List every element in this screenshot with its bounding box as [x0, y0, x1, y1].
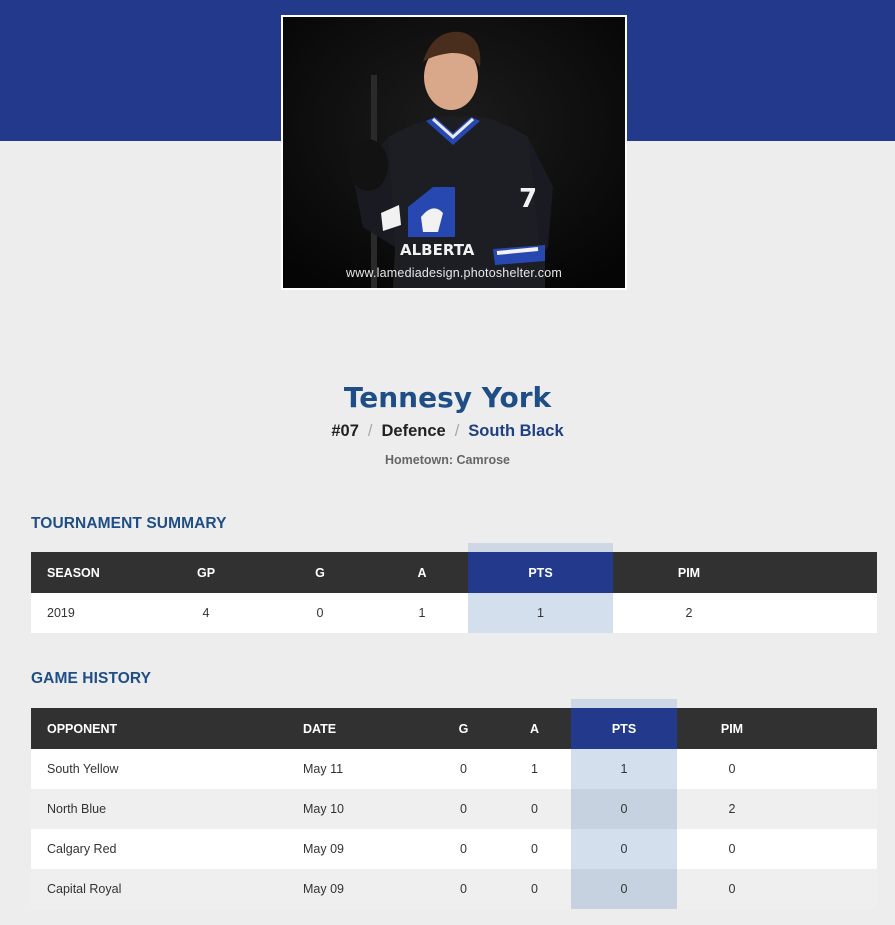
cell-spacer: [765, 593, 877, 633]
column-header-a: A: [376, 552, 468, 593]
column-header-opponent: OPPONENT: [31, 708, 287, 749]
table-row: [31, 789, 877, 829]
column-header-pim: PIM: [677, 708, 787, 749]
meta-separator: /: [367, 422, 373, 440]
cell-a: 1: [498, 749, 571, 789]
cell-opponent: North Blue: [31, 789, 287, 829]
cell-date: May 09: [287, 829, 429, 869]
column-header-gp: GP: [148, 552, 264, 593]
table-row: [31, 749, 877, 789]
cell-a: 0: [498, 789, 571, 829]
player-position: Defence: [381, 422, 446, 440]
cell-g: 0: [429, 829, 498, 869]
player-hometown: Hometown: Camrose: [384, 453, 511, 467]
cell-g: 0: [429, 749, 498, 789]
cell-pim: 0: [677, 869, 787, 909]
game-history-table: [31, 708, 877, 909]
cell-date: May 09: [287, 869, 429, 909]
game-history-title: GAME HISTORY: [31, 670, 152, 687]
jersey-text: ALBERTA: [400, 241, 475, 259]
player-name: Tennesy York: [343, 381, 552, 414]
table-row: [31, 869, 877, 909]
table-row: [31, 829, 877, 869]
column-header-pts: PTS: [468, 552, 613, 593]
column-header-spacer: [765, 552, 877, 593]
cell-pts: 1: [468, 593, 613, 633]
cell-opponent: Calgary Red: [31, 829, 287, 869]
cell-gp: 4: [148, 593, 264, 633]
column-header-g: G: [264, 552, 376, 593]
column-header-date: DATE: [287, 708, 429, 749]
cell-pts: 0: [571, 789, 677, 829]
cell-pim: 0: [677, 749, 787, 789]
column-header-pim: PIM: [613, 552, 765, 593]
table-row: [31, 593, 877, 633]
tournament-summary-table: [31, 552, 877, 633]
cell-pim: 2: [677, 789, 787, 829]
cell-opponent: South Yellow: [31, 749, 287, 789]
column-header-a: A: [498, 708, 571, 749]
cell-spacer: [787, 749, 877, 789]
player-photo-illustration: [283, 17, 625, 288]
cell-spacer: [787, 869, 877, 909]
player-photo: [283, 17, 625, 288]
cell-g: 0: [264, 593, 376, 633]
cell-spacer: [787, 789, 877, 829]
cell-a: 1: [376, 593, 468, 633]
cell-pim: 0: [677, 829, 787, 869]
column-header-pts: PTS: [571, 708, 677, 749]
column-header-spacer: [787, 708, 877, 749]
cell-a: 0: [498, 869, 571, 909]
column-header-season: SEASON: [31, 552, 148, 593]
cell-opponent: Capital Royal: [31, 869, 287, 909]
table-header-row: [31, 708, 877, 749]
player-team-link[interactable]: South Black: [468, 422, 564, 440]
cell-pts: 0: [571, 869, 677, 909]
cell-date: May 11: [287, 749, 429, 789]
tournament-summary-title: TOURNAMENT SUMMARY: [31, 515, 227, 532]
cell-pts: 1: [571, 749, 677, 789]
cell-pts: 0: [571, 829, 677, 869]
cell-season: 2019: [31, 593, 148, 633]
cell-a: 0: [498, 829, 571, 869]
cell-g: 0: [429, 789, 498, 829]
player-number: #07: [331, 422, 359, 440]
player-photo-frame: [281, 15, 627, 290]
cell-pim: 2: [613, 593, 765, 633]
player-meta: [0, 422, 895, 441]
jersey-number: 7: [519, 184, 538, 214]
cell-g: 0: [429, 869, 498, 909]
column-header-g: G: [429, 708, 498, 749]
photo-watermark: www.lamediadesign.photoshelter.com: [346, 266, 562, 280]
cell-date: May 10: [287, 789, 429, 829]
table-header-row: [31, 552, 877, 593]
meta-separator: /: [454, 422, 460, 440]
cell-spacer: [787, 829, 877, 869]
